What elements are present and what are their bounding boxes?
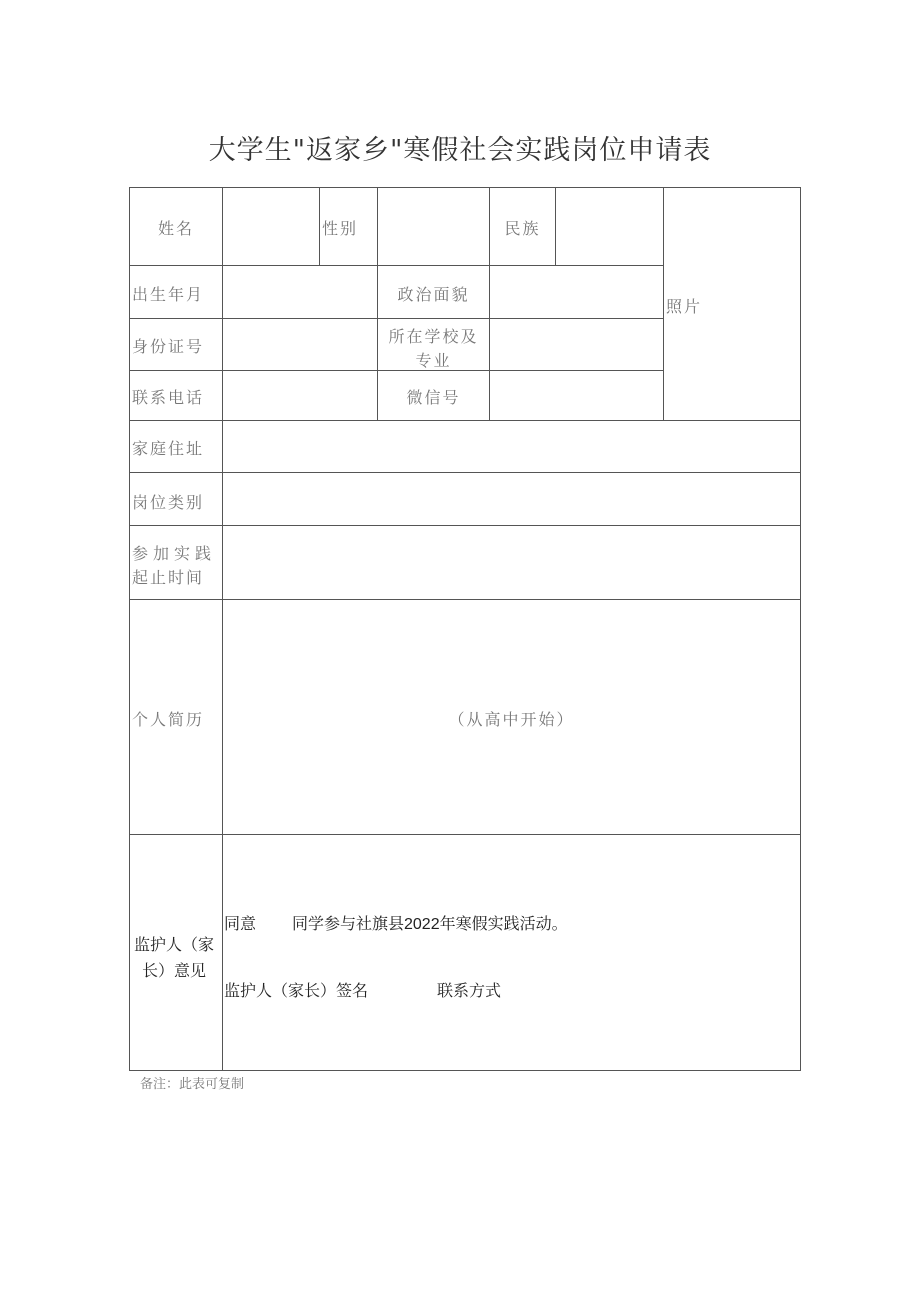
label-position: 岗位类别	[132, 493, 205, 512]
page-title: 大学生"返家乡"寒假社会实践岗位申请表	[208, 135, 712, 166]
guardian-signature: 监护人（家长）签名	[224, 983, 369, 1000]
col-divider	[555, 187, 556, 266]
label-political: 政治面貌	[397, 285, 470, 304]
row-divider	[129, 265, 664, 266]
guardian-agree: 同意	[224, 916, 257, 933]
label-id-number: 身份证号	[132, 337, 205, 356]
label-guardian-line2: 长）意见	[142, 963, 207, 980]
resume-hint: （从高中开始）	[448, 710, 575, 729]
row-divider	[129, 834, 801, 835]
row-divider	[129, 420, 801, 421]
label-period-line1: 参加实践	[132, 544, 217, 563]
row-divider	[129, 472, 801, 473]
table-border-right	[800, 187, 801, 1071]
label-phone: 联系电话	[132, 388, 205, 407]
guardian-statement: 同学参与社旗县2022年寒假实践活动。	[292, 916, 568, 933]
label-guardian-line1: 监护人（家	[134, 937, 215, 954]
guardian-contact: 联系方式	[437, 983, 502, 1000]
label-resume: 个人简历	[132, 710, 205, 729]
label-address: 家庭住址	[132, 439, 205, 458]
footnote: 备注：此表可复制	[140, 1077, 245, 1092]
label-wechat: 微信号	[406, 388, 461, 407]
table-border-top	[129, 187, 801, 188]
label-school-line1: 所在学校及	[388, 327, 479, 346]
col-divider	[319, 187, 320, 266]
row-divider	[129, 318, 664, 319]
photo-column-divider	[663, 187, 664, 421]
row-divider	[129, 599, 801, 600]
label-period-line2: 起止时间	[132, 568, 205, 587]
table-border-left	[129, 187, 130, 1071]
label-birth: 出生年月	[132, 285, 205, 304]
table-border-bottom	[129, 1070, 801, 1071]
label-school-line2: 专业	[415, 351, 452, 370]
label-column-divider	[222, 187, 223, 1071]
label-name: 姓名	[157, 219, 194, 238]
label-photo: 照片	[666, 297, 703, 316]
label-ethnicity: 民族	[504, 219, 541, 238]
label-gender: 性别	[322, 219, 359, 238]
row-divider	[129, 525, 801, 526]
